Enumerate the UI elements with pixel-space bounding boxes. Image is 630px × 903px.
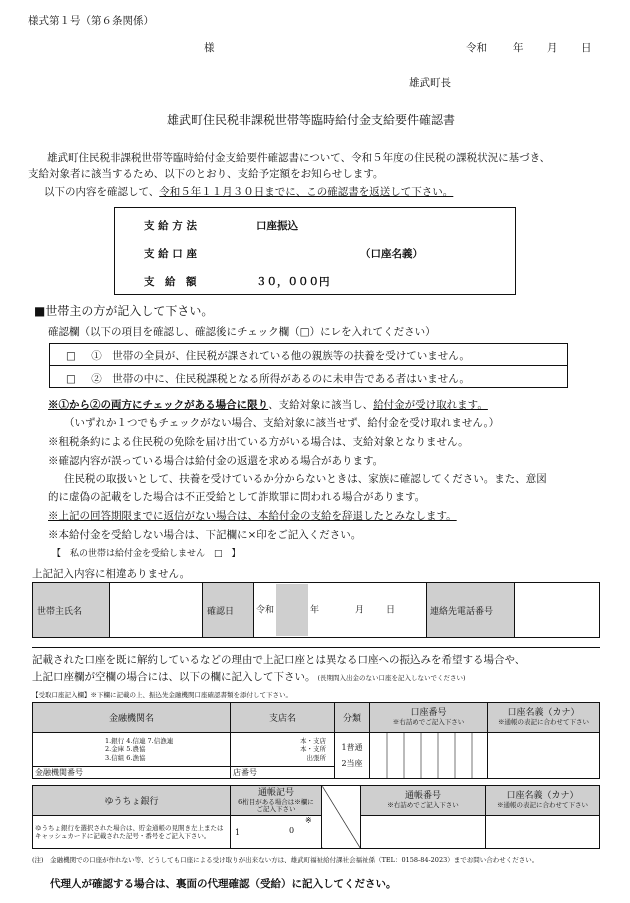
receive-note: 【受取口座記入欄】※下欄に記載の上、振込先金融機関口座確認書類を添付して下さい。: [32, 691, 292, 699]
note-6: ※本給付金を受給しない場合は、下記欄に×印をご記入ください。: [48, 529, 362, 541]
date-day: 日: [581, 42, 592, 54]
method-value: 口座振込: [256, 220, 298, 232]
bank-code-field[interactable]: 金融機関番号: [33, 767, 231, 779]
date-year: 年: [513, 42, 524, 54]
note-1: ※①から②の両方にチェックがある場合に限り、支給対象に該当し、給付金が受け取れます。: [48, 399, 488, 411]
divider: [32, 647, 600, 648]
date-label: 確認日: [203, 583, 254, 638]
section-heading: ■世帯主の方が記入して下さい。: [34, 304, 214, 318]
yucho-divider-cell: [322, 786, 361, 849]
yucho-symbol-field[interactable]: 1 0 ※: [231, 816, 322, 849]
phone-field[interactable]: [515, 583, 600, 638]
document-title: 雄武町住民税非課税世帯等臨時給付金支給要件確認書: [167, 113, 456, 127]
issuer: 雄武町長: [409, 77, 451, 89]
branch-kind-field[interactable]: 本・支店 本・支所 出張所: [231, 733, 335, 767]
footer-note: (注) 金融機関での口座が作れない等、どうしても口座による受け取りが出来ない方は、雄武町福祉給付課社会福祉係（TEL：0158-84-2023）までお問い合わせください。: [32, 856, 539, 864]
head-name-label: 世帯主氏名: [33, 583, 110, 638]
account-name-label: （口座名義）: [360, 248, 423, 260]
note-2: ※租税条約による住民税の免除を届け出ている方がいる場合は、支給対象となりません。: [48, 436, 469, 448]
signature-table: [32, 582, 600, 638]
decline-option[interactable]: 【 私の世帯は給付金を受給しません □ 】: [52, 549, 241, 559]
date-era: 令和: [466, 42, 487, 54]
yucho-table: [32, 785, 600, 849]
deadline-text: 令和５年１１月３０日までに、この確認書を返送して下さい。: [159, 186, 454, 198]
type-field[interactable]: 1普通 2当座: [335, 733, 370, 779]
yucho-name: ゆうちょ銀行: [33, 786, 231, 816]
amount-value: ３０，０００円: [256, 276, 330, 288]
account-label: 支 給 口 座: [144, 248, 197, 260]
type-header: 分類: [335, 703, 370, 733]
form-number: 様式第１号（第６条関係）: [28, 15, 154, 27]
yucho-note: ゆうちょ銀行を選択された場合は、貯金通帳の見開き左上または キャッシュカードに記載された記号・番号をご記入下さい。: [33, 816, 231, 849]
transfer-line-1: 記載された口座を既に解約しているなどの理由で上記口座とは異なる口座への振込みを希望する場合や、: [32, 654, 526, 666]
branch-header: 支店名: [231, 703, 335, 733]
note-5: ※上記の回答期限までに返信がない場合は、本給付金の支給を辞退したとみなします。: [48, 510, 457, 522]
bank-table: [32, 702, 600, 779]
holder-header: 口座名義（カナ） ※通帳の表記に合わせて下さい: [488, 703, 600, 733]
note-4b: 的に虚偽の記載をした場合は不正受給として詐欺罪に問われる場合があります。: [48, 491, 426, 503]
confirm-line: 上記記入内容に相違ありません。: [32, 568, 191, 580]
checks-divider: [49, 365, 568, 366]
check-2-text: ② 世帯の中に、住民税課税となる所得があるのに未申告である者はいません。: [91, 373, 470, 385]
note-1-sub: （いずれか１つでもチェックがない場合、支給対象に該当せず、給付金を受け取れません。）: [64, 417, 500, 429]
check-2[interactable]: [66, 371, 470, 386]
phone-label: 連絡先電話番号: [427, 583, 515, 638]
account-number-field[interactable]: [370, 733, 488, 779]
agent-note: 代理人が確認する場合は、裏面の代理確認（受給）に記入してください。: [50, 878, 397, 890]
yucho-holder-header: 口座名義（カナ） ※通帳の表記に合わせて下さい: [486, 786, 600, 816]
note-4a: 住民税の取扱いとして、扶養を受けているか分からないときは、家族に確認してください。また、意図: [64, 473, 547, 485]
bank-name-header: 金融機関名: [33, 703, 231, 733]
branch-code-field[interactable]: 店番号: [231, 767, 335, 779]
yucho-number-field[interactable]: [361, 816, 486, 849]
intro-line-1: 雄武町住民税非課税世帯等臨時給付金支給要件確認書について、令和５年度の住民税の課税状況に基づき、: [47, 152, 551, 164]
check-1-text: ① 世帯の全員が、住民税が課されている他の親族等の扶養を受けていません。: [91, 350, 470, 362]
holder-field[interactable]: [488, 733, 600, 779]
intro-line-3: 以下の内容を確認して、令和５年１１月３０日までに、この確認書を返送して下さい。: [44, 186, 454, 198]
addressee-suffix: 様: [204, 42, 215, 54]
bank-kind-field[interactable]: 1.銀行 4.信連 7.信漁連 2.金庫 5.農協 3.信組 6.漁協: [33, 733, 231, 767]
amount-label: 支 給 額: [144, 276, 197, 288]
date-month: 月: [547, 42, 558, 54]
yucho-number-header: 通帳番号 ※右詰めでご記入下さい: [361, 786, 486, 816]
check-1[interactable]: [66, 348, 470, 363]
checkbox-1[interactable]: □: [66, 350, 76, 362]
transfer-line-2: 上記口座欄が空欄の場合には、以下の欄に記入して下さい。 (長期間入出金のない口座を記入しないでください): [32, 671, 466, 683]
yucho-symbol-header: 通帳記号 6桁目がある場合は※欄に ご記入下さい: [231, 786, 322, 816]
account-header: 口座番号 ※右詰めでご記入下さい: [370, 703, 488, 733]
yucho-holder-field[interactable]: [486, 816, 600, 849]
check-instruction: 確認欄（以下の項目を確認し、確認後にチェック欄（□）にレを入れてください）: [48, 326, 436, 338]
intro-line-2: 支給対象者に該当するため、以下のとおり、支給予定額をお知らせします。: [28, 168, 384, 180]
method-label: 支 給 方 法: [144, 220, 197, 232]
head-name-field[interactable]: [110, 583, 203, 638]
note-3: ※確認内容が誤っている場合は給付金の返還を求める場合があります。: [48, 455, 384, 467]
date-field[interactable]: 令和 年 月 日: [254, 583, 427, 638]
checkbox-2[interactable]: □: [66, 373, 76, 385]
